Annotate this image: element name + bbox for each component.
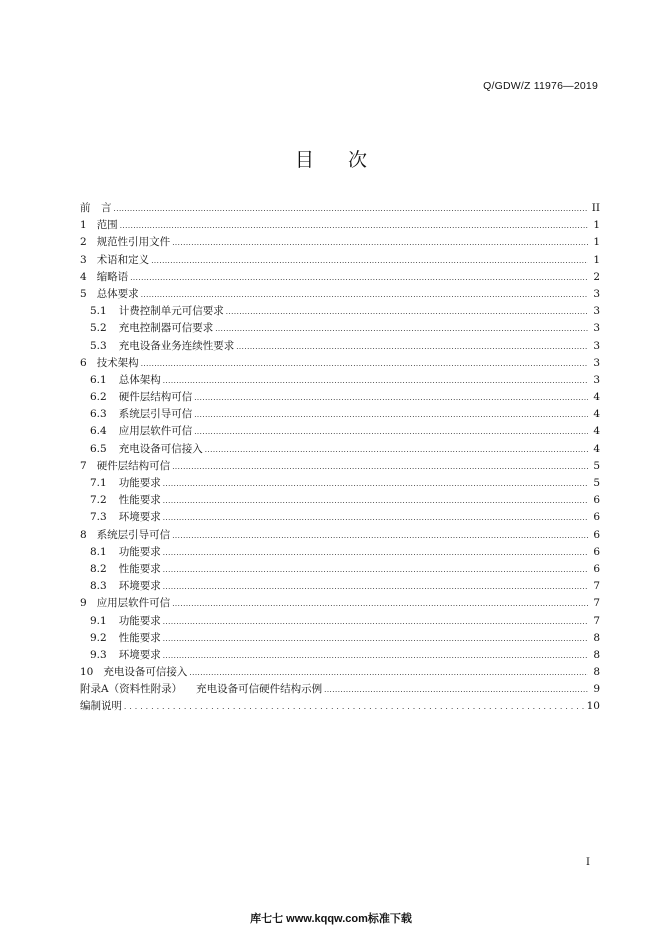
toc-entry[interactable] bbox=[80, 423, 600, 440]
toc-entry-number: 8 bbox=[80, 528, 87, 541]
toc-entry-number: 8.1 bbox=[90, 545, 107, 558]
toc-entry-label: 充电设备可信接入 bbox=[118, 442, 203, 455]
toc-entry-page: 6 bbox=[593, 545, 600, 558]
toc-entry-number: 10 bbox=[80, 666, 94, 679]
toc-entry-label: 规范性引用文件 bbox=[96, 236, 171, 249]
toc-leader-dots bbox=[189, 669, 588, 677]
toc-leader-dots bbox=[163, 549, 588, 557]
toc-entry-label: 充电设备可信硬件结构示例 bbox=[196, 683, 323, 696]
toc-leader-dots bbox=[151, 257, 588, 265]
page-number: I bbox=[586, 857, 590, 868]
toc-entry-label: 计费控制单元可信要求 bbox=[118, 305, 224, 318]
toc-entry[interactable] bbox=[80, 698, 600, 715]
toc-entry-number: 5.3 bbox=[90, 339, 107, 352]
toc-entry-number: 6.5 bbox=[90, 442, 107, 455]
toc-entry-page: 3 bbox=[593, 305, 600, 318]
toc-entry-page: 3 bbox=[593, 339, 600, 352]
toc-entry[interactable] bbox=[80, 681, 600, 698]
toc-entry-page: 1 bbox=[593, 253, 600, 266]
toc-entry-label: 环境要求 bbox=[118, 580, 161, 593]
toc-entry[interactable] bbox=[80, 389, 600, 406]
toc-leader-dots bbox=[141, 291, 588, 299]
toc-entry-number: 附录A（资料性附录） bbox=[80, 683, 183, 696]
toc-entry[interactable] bbox=[80, 475, 600, 492]
standard-code: Q/GDW/Z 11976—2019 bbox=[483, 80, 598, 92]
toc-leader-dots bbox=[163, 480, 588, 488]
toc-leader-dots bbox=[114, 205, 589, 213]
toc-leader-dots bbox=[172, 463, 588, 471]
toc-entry-page: 3 bbox=[593, 287, 600, 300]
toc-entry-number: 3 bbox=[80, 253, 87, 266]
toc-entry-page: 4 bbox=[593, 425, 600, 438]
toc-entry-number: 7.3 bbox=[90, 511, 107, 524]
toc-leader-dots bbox=[163, 514, 588, 522]
toc-entry[interactable] bbox=[80, 509, 600, 526]
toc-entry-number: 5.1 bbox=[90, 305, 107, 318]
toc-entry-number: 6.2 bbox=[90, 391, 107, 404]
toc-entry[interactable] bbox=[80, 355, 600, 372]
toc-entry[interactable] bbox=[80, 234, 600, 251]
toc-leader-dots bbox=[194, 411, 588, 419]
toc-entry-label: 缩略语 bbox=[96, 270, 129, 283]
toc-entry[interactable] bbox=[80, 338, 600, 355]
toc-leader-dots bbox=[215, 325, 588, 333]
toc-leader-dots bbox=[172, 532, 588, 540]
toc-leader-dots bbox=[163, 497, 588, 505]
toc-entry-page: 4 bbox=[593, 408, 600, 421]
toc-entry-label: 功能要求 bbox=[118, 545, 161, 558]
toc-entry-page: 8 bbox=[593, 666, 600, 679]
toc-entry-page: 4 bbox=[593, 391, 600, 404]
toc-leader-dots bbox=[120, 222, 588, 230]
toc-entry-number: 5 bbox=[80, 287, 87, 300]
toc-entry-page: 7 bbox=[593, 614, 600, 627]
toc-entry-page: 4 bbox=[593, 442, 600, 455]
toc-leader-dots bbox=[194, 394, 588, 402]
toc-entry[interactable] bbox=[80, 544, 600, 561]
toc-leader-dots bbox=[163, 652, 588, 660]
toc-leader-dots bbox=[236, 343, 588, 351]
toc-entry-page: II bbox=[591, 202, 600, 214]
toc-entry-number: 9.1 bbox=[90, 614, 107, 627]
toc-entry-number: 7 bbox=[80, 459, 87, 472]
toc-entry-label: 充电设备可信接入 bbox=[103, 666, 188, 679]
toc-entry-label: 应用层软件可信 bbox=[96, 597, 171, 610]
toc-entry-label: 功能要求 bbox=[118, 614, 161, 627]
toc-entry-number: 9 bbox=[80, 597, 87, 610]
footer-watermark: 库七七 www.kqqw.com标准下载 bbox=[250, 913, 412, 925]
toc-entry[interactable] bbox=[80, 269, 600, 286]
toc-entry-number: 7.2 bbox=[90, 494, 107, 507]
toc-entry[interactable] bbox=[80, 303, 600, 320]
toc-entry[interactable] bbox=[80, 406, 600, 423]
toc-entry-page: 7 bbox=[593, 580, 600, 593]
toc-entry[interactable] bbox=[80, 200, 600, 217]
toc-entry-label: 硬件层结构可信 bbox=[118, 391, 193, 404]
toc-entry-number: 编制说明 bbox=[80, 700, 122, 713]
toc-leader-dots bbox=[163, 635, 588, 643]
toc-entry-number: 5.2 bbox=[90, 322, 107, 335]
toc-entry-number: 4 bbox=[80, 270, 87, 283]
toc-entry-number: 前 言 bbox=[80, 202, 112, 214]
toc-leader-dots bbox=[163, 583, 588, 591]
toc-entry-page: 5 bbox=[593, 459, 600, 472]
toc-entry-label: 环境要求 bbox=[118, 648, 161, 661]
toc-entry-page: 2 bbox=[593, 270, 600, 283]
toc-entry-label: 充电控制器可信要求 bbox=[118, 322, 214, 335]
toc-entry-page: 3 bbox=[593, 356, 600, 369]
toc-entry-number: 1 bbox=[80, 219, 87, 232]
toc-entry-page: 6 bbox=[593, 511, 600, 524]
toc-entry-label: 技术架构 bbox=[96, 356, 139, 369]
toc-entry-page: 8 bbox=[593, 648, 600, 661]
toc-entry-label: 系统层引导可信 bbox=[118, 408, 193, 421]
toc-entry-label: 性能要求 bbox=[118, 631, 161, 644]
page-title: 目次 bbox=[294, 149, 401, 171]
toc-entry[interactable] bbox=[80, 595, 600, 612]
toc-entry-page: 1 bbox=[593, 219, 600, 232]
toc-leader-dots bbox=[172, 600, 588, 608]
toc-leader-dots bbox=[172, 239, 588, 247]
toc-entry[interactable] bbox=[80, 441, 600, 458]
toc-entry-page: 9 bbox=[593, 683, 600, 696]
toc-entry-label: 功能要求 bbox=[118, 477, 161, 489]
toc-entry-label: 环境要求 bbox=[118, 511, 161, 524]
toc-entry-label: 总体要求 bbox=[96, 287, 139, 300]
toc-entry-label: 范围 bbox=[96, 219, 118, 232]
toc-entry-page: 7 bbox=[593, 597, 600, 610]
toc-entry-page: 6 bbox=[593, 528, 600, 541]
toc-entry[interactable] bbox=[80, 217, 600, 234]
table-of-contents bbox=[80, 200, 600, 716]
toc-entry[interactable] bbox=[80, 630, 600, 647]
toc-entry[interactable] bbox=[80, 561, 600, 578]
toc-entry-label: 硬件层结构可信 bbox=[96, 459, 171, 472]
toc-leader-dots bbox=[324, 686, 588, 694]
toc-entry-label: 充电设备业务连续性要求 bbox=[118, 339, 235, 352]
toc-entry-number: 8.2 bbox=[90, 562, 107, 575]
toc-leader-dots bbox=[141, 360, 588, 368]
toc-leader-dots bbox=[163, 377, 588, 385]
toc-leader-dots bbox=[124, 703, 585, 711]
toc-leader-dots bbox=[163, 618, 588, 626]
toc-leader-dots bbox=[226, 308, 588, 316]
toc-entry-label: 系统层引导可信 bbox=[96, 528, 171, 541]
toc-entry-page: 3 bbox=[593, 322, 600, 335]
toc-entry-label: 术语和定义 bbox=[96, 253, 150, 266]
toc-entry[interactable] bbox=[80, 372, 600, 389]
toc-entry[interactable] bbox=[80, 458, 600, 475]
toc-entry-page: 8 bbox=[593, 631, 600, 644]
toc-leader-dots bbox=[163, 566, 588, 574]
toc-leader-dots bbox=[130, 274, 588, 282]
toc-entry-number: 9.2 bbox=[90, 631, 107, 644]
toc-leader-dots bbox=[194, 428, 588, 436]
toc-entry[interactable] bbox=[80, 252, 600, 269]
toc-entry-page: 1 bbox=[593, 236, 600, 249]
toc-entry[interactable] bbox=[80, 613, 600, 630]
toc-entry-page: 5 bbox=[593, 477, 600, 489]
toc-entry-label: 性能要求 bbox=[118, 562, 161, 575]
toc-entry[interactable] bbox=[80, 527, 600, 544]
toc-entry-page: 6 bbox=[593, 494, 600, 507]
toc-entry-number: 7.1 bbox=[90, 477, 107, 489]
toc-entry-label: 总体架构 bbox=[118, 373, 161, 386]
toc-entry-number: 6.4 bbox=[90, 425, 107, 438]
toc-entry-page: 10 bbox=[586, 700, 600, 713]
toc-entry[interactable] bbox=[80, 320, 600, 337]
toc-entry-number: 8.3 bbox=[90, 580, 107, 593]
toc-entry[interactable] bbox=[80, 647, 600, 664]
toc-entry-number: 2 bbox=[80, 236, 87, 249]
toc-entry[interactable] bbox=[80, 286, 600, 303]
toc-entry-label: 性能要求 bbox=[118, 494, 161, 507]
toc-entry-number: 6 bbox=[80, 356, 87, 369]
toc-entry-page: 6 bbox=[593, 562, 600, 575]
toc-leader-dots bbox=[205, 446, 588, 454]
toc-entry[interactable] bbox=[80, 578, 600, 595]
toc-entry[interactable] bbox=[80, 664, 600, 681]
toc-entry-number: 6.3 bbox=[90, 408, 107, 421]
toc-entry-number: 9.3 bbox=[90, 648, 107, 661]
toc-entry-label: 应用层软件可信 bbox=[118, 425, 193, 438]
toc-entry-page: 3 bbox=[593, 373, 600, 386]
toc-entry-number: 6.1 bbox=[90, 373, 107, 386]
toc-entry[interactable] bbox=[80, 492, 600, 509]
